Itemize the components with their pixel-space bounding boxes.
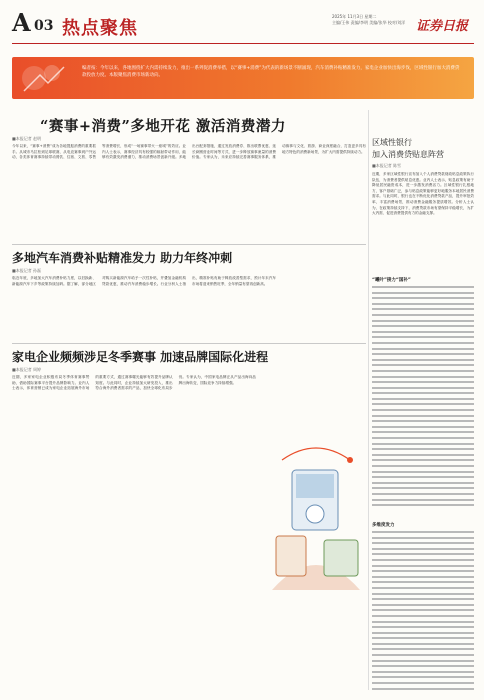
banner-decoration-icon [20,61,70,95]
article-byline-2: ■本报记者 孙磊 [12,268,42,273]
header-date: 2025年 11月3日 星期二 [332,14,377,19]
section-title: 热点聚焦 [62,18,138,39]
article-body-1: 今年以来，“赛事+消费”成为各地提振消费的重要抓手。从城市马拉松到足球联赛，从电竞赛事到户外运动，各类体育赛事持续带动餐饮、住宿、文旅、零售等消费增长，形成“一场赛事带火一座城”的效应。业内人士表示，赛事经济具有较强的辐射带动作用，能够有效激发消费潜力，推动消费场景创新升级。多地出台配套措施，通过发放消费券、推出联票优惠、延长商圈营业时间等方式，进一步释放赛事流量的消费价值。专家认为，未来应持续完善赛事服务体系，推动赛事与文化、旅游、商业深度融合，打造更多具有地方特色的消费新场景，为扩大内需提供持续动力。 [12,144,366,160]
page-badge: A [12,8,31,37]
article-body-2: 临近年底，多地加大汽车消费补贴力度，以旧换新、新能源汽车下乡等政策持续加码。据了解，部分地区对购买新能源汽车给予一次性补贴，并叠加金融机构贷款优惠，推动汽车消费稳步增长。行业分析人士指出，精准补贴有助于释放改善型需求，预计年末汽车市场将迎来销售旺季，全年销量有望再创新高。 [12,276,276,286]
article-byline-1: ■本报记者 赵明 [12,136,42,141]
appliance-illustration-icon [262,440,370,602]
article-byline-3: ■本报记者 周婷 [12,367,42,372]
page-header [12,8,474,44]
header-meta [332,14,418,26]
article-headline-4-line2: 加入消费贷贴息阵营 [372,150,444,159]
divider [12,244,366,245]
article-headline-4-line1: 区域性银行 [372,138,412,147]
header-editors: 主编/王伟 责编/李明 美编/张华 校对/刘洋 [332,20,406,25]
newspaper-logo [416,8,474,38]
article-byline-4: ■本报记者 陈雪 [372,163,402,168]
divider [12,343,366,344]
article-subhead-2: 多维度发力 [372,523,395,528]
logo-text: 证券日报 [416,19,469,34]
article-headline-2: 多地汽车消费补贴精准发力 助力年终冲刺 [12,251,233,265]
banner-text: 编者按：今年以来，各地围绕扩大内需持续发力，推出一系列促消费举措，以“赛事+消费”为代表的新场景不断涌现，汽车消费补贴精准发力，家电企业加快出海步伐，区域性银行加大消费贷款投放力度。本版聚焦消费市场新动向。 [82,66,460,78]
article-body-3: 近期，多家家电企业积极布局冬季体育赛事赞助，借助国际赛事平台提升品牌影响力。业内人士表示，体育营销已成为家电企业拓展海外市场的重要方式，通过赛事曝光能够有效提升品牌认知度。与此同时，企业持续加大研发投入，推出符合海外消费者需求的产品，加快全球化布局步伐。专家认为，中国家电品牌正从产品出海向品牌出海转变，国际竞争力持续增强。 [12,375,256,391]
article-subhead-1: “曦叶”接力“国补” [372,278,411,283]
editor-note-banner [12,57,474,99]
article-headline-3: 家电企业频频涉足冬季赛事 加速品牌国际化进程 [12,350,269,364]
page-number: 03 [34,18,54,34]
article-headline-1: “赛事+消费”多地开花 激活消费潜力 [40,118,286,135]
article-body-4-end [372,531,474,691]
article-body-4-continued [372,286,474,516]
column-divider [368,110,369,690]
article-body-4: 近期，多家区域性银行宣布加入个人消费贷款财政贴息政策执行队伍，为消费者提供贴息优惠。业内人士表示，贴息政策有助于降低居民融资成本，进一步激发消费活力。区域性银行扎根地方，客户基础广泛，参与贴息政策能够更好地服务本地居民消费需求。与此同时，银行也在不断优化消费贷款产品，提升审批效率，丰富消费场景，推动消费金融服务提质增效。分析人士认为，在政策持续支持下，消费贷款市场有望保持平稳增长，为扩大内需、促进消费提供有力的金融支撑。 [372,172,474,216]
